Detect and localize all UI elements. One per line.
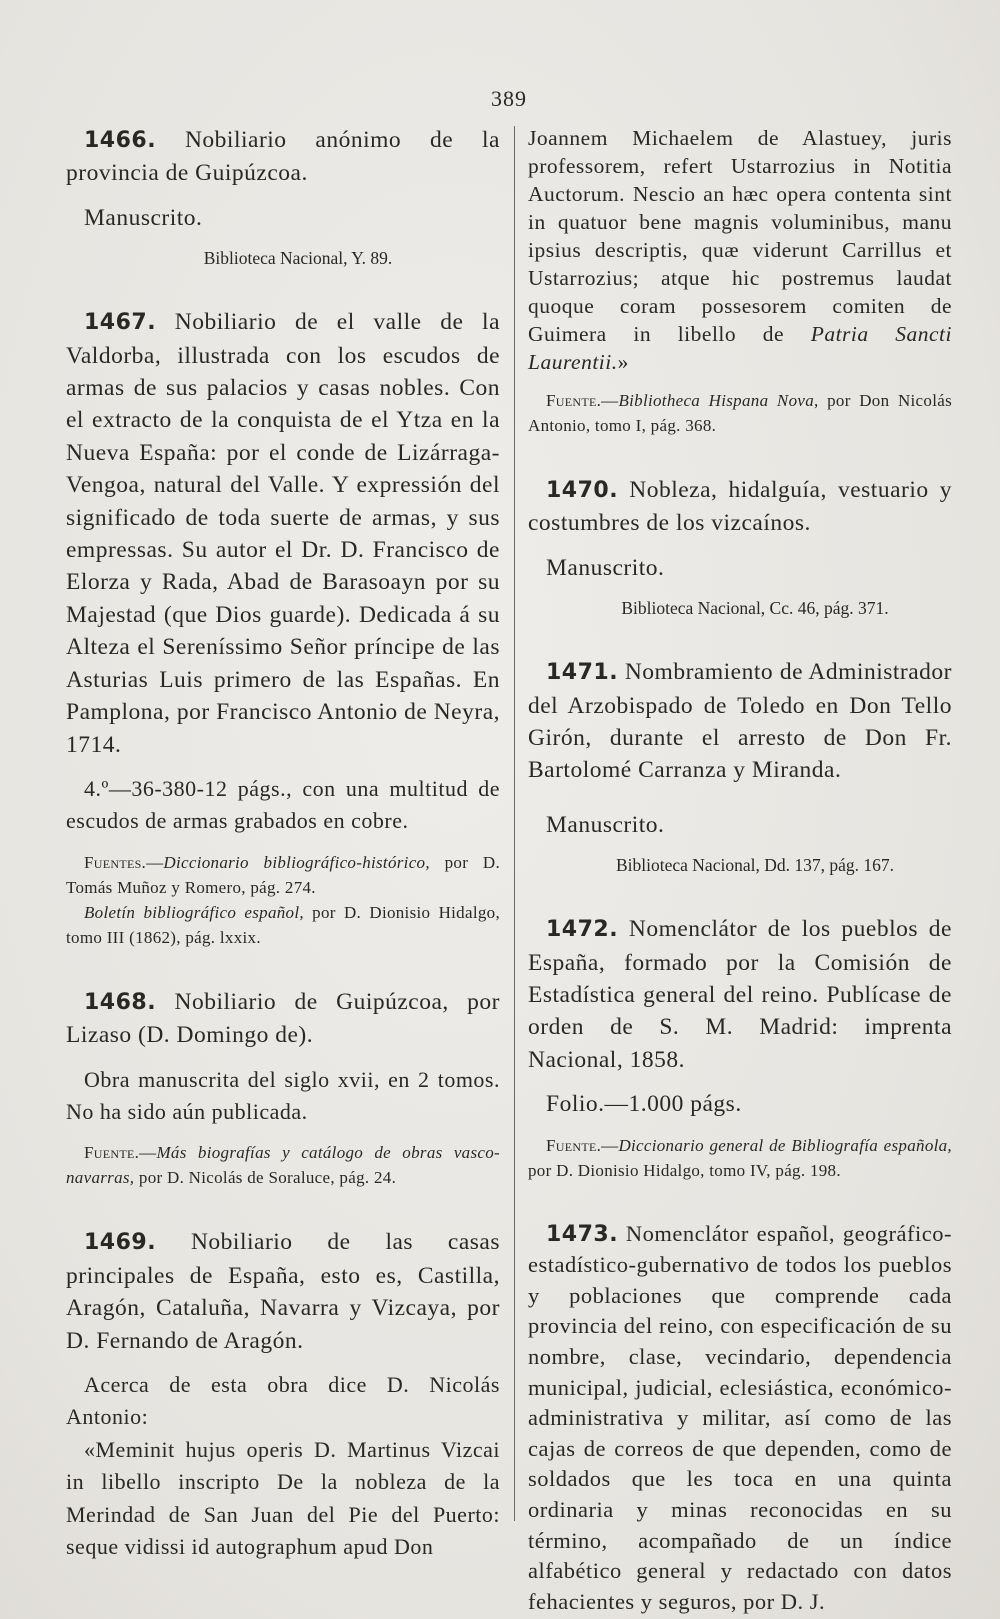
source-detail: por D. Dionisio Hidalgo, tomo III (1862), pág. lxxix. xyxy=(66,902,500,947)
quote-continuation xyxy=(528,124,952,376)
entry-1471 xyxy=(528,656,952,877)
quote-text: Joannem Michaelem de Alastuey, juris professorem, refert Ustarrozius in Notitia Auctorum. Nescio an hæc opera contenta sint in quatuor bene magnis voluminibus, manu ipsius descriptis, quæ viderunt Carrillus et Ustarrozius; atque hic postremus laudat quoque coram possesorem comiten de Guimera in libello de xyxy=(528,126,952,346)
entry-title: Nobiliario de las casas principales de España, esto es, Castilla, Aragón, Cataluña, Navarra y Vizcaya, por D. Fernando de Aragón. xyxy=(66,1229,500,1354)
source-title: Más biografías y catálogo de obras vasco-navarras, xyxy=(66,1143,500,1188)
entry-heading xyxy=(528,656,952,787)
entry-source xyxy=(528,1133,952,1183)
entry-extent: Folio.—1.000 págs. xyxy=(546,1091,742,1118)
entry-heading xyxy=(66,986,500,1052)
entry-1468 xyxy=(66,986,500,1191)
entry-location: Biblioteca Nacional, Y. 89. xyxy=(203,248,393,269)
entry-description: Obra manuscrita del siglo xvii, en 2 tomos. No ha sido aún publicada. xyxy=(66,1066,500,1124)
entry-title: Nomenclátor español, geográfico-estadístico-gubernativo de todos los pueblos y poblaciones que comprende cada provincia del reino, con especificación de su nombre, clase, vecindario, dependencia municipal, judicial, eclesiástica, económico-administrativa y militar, así como de las cajas de correos de que dependen, como de soldados que les toca en una quinta ordinaria y minas reconocidas en su término, acompañado de un índice alfabético general y redactado con datos fehacientes y seguros, por D. J. xyxy=(528,1220,953,1614)
entry-title: Nobiliario de Guipúzcoa, por Lizaso (D. Domingo de). xyxy=(66,988,501,1049)
entry-format: Manuscrito. xyxy=(84,204,203,231)
entry-number: 1466. xyxy=(84,128,157,153)
source-title: Diccionario general de Bibliografía española, xyxy=(618,1135,952,1155)
entry-number: 1470. xyxy=(546,478,619,503)
entry-heading xyxy=(528,913,952,1076)
source-title: Diccionario bibliográfico-histórico, xyxy=(163,852,430,872)
entry-1467 xyxy=(66,306,500,950)
entry-extent: 4.º—36-380-12 págs., con una multitud de escudos de armas grabados en cobre. xyxy=(66,775,500,834)
entry-title: Nombramiento de Administrador del Arzobispado de Toledo en Don Tello Girón, durante el arresto de Don Fr. Bartolomé Carranza y Miranda. xyxy=(528,659,952,784)
entry-source xyxy=(66,1140,500,1190)
source-title: Boletín bibliográfico español, xyxy=(84,902,304,922)
entry-1472 xyxy=(528,913,952,1182)
source-detail: por D. Dionisio Hidalgo, tomo IV, pág. 198. xyxy=(528,1160,841,1180)
source-detail: por D. Nicolás de Soraluce, pág. 24. xyxy=(134,1168,397,1188)
entry-format: Manuscrito. xyxy=(546,554,665,581)
source-detail: por D. Tomás Muñoz y Romero, pág. 274. xyxy=(66,852,500,897)
entry-sources xyxy=(66,850,500,900)
entry-1469-continuation xyxy=(528,124,952,438)
entry-location: Biblioteca Nacional, Dd. 137, pág. 167. xyxy=(616,855,894,876)
entry-1473 xyxy=(528,1219,952,1618)
right-column xyxy=(528,124,952,1617)
entry-title: Nobiliario anónimo de la provincia de Guipúzcoa. xyxy=(66,127,500,187)
entry-1470 xyxy=(528,474,952,620)
entry-1466 xyxy=(66,124,500,270)
entry-location: Biblioteca Nacional, Cc. 46, pág. 371. xyxy=(621,598,889,619)
entry-description: Acerca de esta obra dice D. Nicolás Antonio: xyxy=(66,1371,500,1430)
source-title: Bibliotheca Hispana Nova, xyxy=(618,391,819,410)
page-number: 389 xyxy=(491,86,527,111)
entry-source xyxy=(66,900,500,950)
entry-heading xyxy=(66,1226,500,1357)
entry-number: 1469. xyxy=(84,1230,157,1256)
entry-format: Manuscrito. xyxy=(546,811,665,838)
entry-number: 1467. xyxy=(84,310,157,336)
entry-number: 1468. xyxy=(84,989,157,1015)
entry-number: 1472. xyxy=(546,917,619,943)
entry-heading xyxy=(66,124,500,190)
entry-heading xyxy=(66,306,500,761)
entry-quote: «Meminit hujus operis D. Martinus Vizcai in libello inscripto De la nobleza de la Merindad de San Juan del Pie del Puerto: seque vidissi id autographum apud Don xyxy=(66,1436,500,1559)
source-label: Fuente.— xyxy=(546,1135,619,1155)
entry-heading xyxy=(528,474,952,540)
sources-label: Fuentes.— xyxy=(84,852,164,872)
entry-title: Nobiliario de el valle de la Valdorba, illustrada con los escudos de armas de sus palacios y casas nobles. Con el extracto de la conquista de el Ytza en la Nueva España: por el conde de Lizárraga-Vengoa, natural del Valle. Y expressión del significado de toda suerte de armas, y sus empressas. Su autor el Dr. D. Francisco de Elorza y Rada, Abad de Barasoayn por su Majestad (que Dios guarde). Dedicada á su Alteza el Sereníssimo Señor príncipe de las Asturias Luis primero de las Españas. En Pamplona, por Francisco Antonio de Neyra, 1714. xyxy=(66,309,501,758)
column-divider xyxy=(514,126,515,1521)
entry-title: Nomenclátor de los pueblos de España, formado por la Comisión de Estadística general del reino. Publícase de orden de S. M. Madrid: imprenta Nacional, 1858. xyxy=(528,916,952,1073)
entry-1469 xyxy=(66,1226,500,1563)
entry-title: Nobleza, hidalguía, vestuario y costumbres de los vizcaínos. xyxy=(528,477,953,537)
entry-number: 1471. xyxy=(546,660,619,686)
entry-heading xyxy=(528,1219,952,1618)
entry-source xyxy=(528,388,952,438)
left-column xyxy=(66,124,500,1563)
source-label: Fuente.— xyxy=(546,391,619,410)
quote-close: » xyxy=(617,350,629,374)
quote-work-title: Patria Sancti Laurentii. xyxy=(528,322,953,374)
source-detail: por Don Nicolás Antonio, tomo I, pág. 368. xyxy=(528,391,952,435)
source-label: Fuente.— xyxy=(84,1143,157,1163)
entry-number: 1473. xyxy=(546,1221,619,1247)
